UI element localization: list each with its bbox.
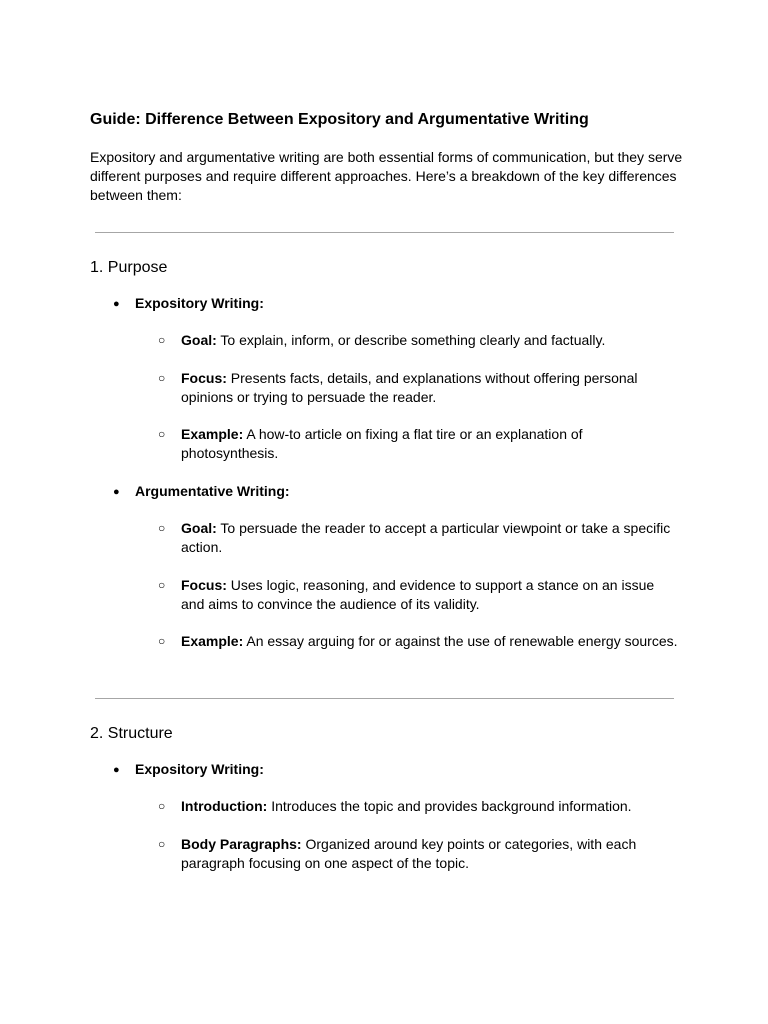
item-term: Example:	[181, 426, 244, 442]
list-item-body-paragraphs	[158, 835, 678, 873]
bullet-label: Argumentative Writing:	[135, 483, 290, 499]
sub-bullet-circle-icon: ○	[158, 371, 166, 385]
item-text: Uses logic, reasoning, and evidence to support a stance on an issue and aims to convince the audience of its validity.	[181, 577, 655, 612]
bullet-expository-writing	[113, 760, 264, 780]
document-title: Guide: Difference Between Expository and Argumentative Writing	[90, 111, 589, 128]
sub-bullet-circle-icon: ○	[158, 837, 166, 851]
item-term: Goal:	[181, 520, 217, 536]
sub-bullet-circle-icon: ○	[158, 634, 166, 648]
list-item-example	[158, 632, 678, 651]
list-item-introduction	[158, 797, 678, 816]
item-text: Presents facts, details, and explanations without offering personal opinions or trying to persuade the reader.	[181, 370, 638, 405]
item-text: To persuade the reader to accept a particular viewpoint or take a specific action.	[181, 520, 671, 555]
item-text: A how-to article on fixing a flat tire or an explanation of photosynthesis.	[181, 426, 583, 461]
bullet-dot-icon: ●	[113, 298, 120, 310]
bullet-dot-icon: ●	[113, 764, 120, 776]
section-divider	[95, 698, 674, 699]
item-term: Focus:	[181, 370, 227, 386]
item-term: Focus:	[181, 577, 227, 593]
sub-bullet-circle-icon: ○	[158, 799, 166, 813]
sub-bullet-circle-icon: ○	[158, 521, 166, 535]
item-term: Body Paragraphs:	[181, 836, 302, 852]
item-text: To explain, inform, or describe something clearly and factually.	[216, 332, 606, 348]
item-text: Introduces the topic and provides background information.	[267, 798, 632, 814]
item-term: Example:	[181, 633, 244, 649]
list-item-goal	[158, 519, 678, 557]
list-item-goal	[158, 331, 678, 350]
list-item-focus	[158, 576, 678, 614]
sub-bullet-circle-icon: ○	[158, 578, 166, 592]
item-text: An essay arguing for or against the use of renewable energy sources.	[243, 633, 678, 649]
sub-bullet-circle-icon: ○	[158, 427, 166, 441]
item-text: Organized around key points or categories, with each paragraph focusing on one aspect of the topic.	[181, 836, 637, 871]
item-term: Introduction:	[181, 798, 268, 814]
sub-bullet-circle-icon: ○	[158, 333, 166, 347]
section-heading-purpose: 1. Purpose	[90, 259, 168, 276]
bullet-dot-icon: ●	[113, 486, 120, 498]
bullet-label: Expository Writing:	[135, 761, 264, 777]
item-term: Goal:	[181, 332, 217, 348]
intro-paragraph: Expository and argumentative writing are both essential forms of communication, but they serve different purposes and require different approaches. Here’s a breakdown of the key differences between them:	[90, 149, 683, 203]
bullet-expository-writing	[113, 294, 264, 314]
list-item-focus	[158, 369, 678, 407]
bullet-label: Expository Writing:	[135, 295, 264, 311]
list-item-example	[158, 425, 678, 463]
bullet-argumentative-writing	[113, 482, 290, 502]
section-heading-structure: 2. Structure	[90, 725, 173, 742]
section-divider	[95, 232, 674, 233]
